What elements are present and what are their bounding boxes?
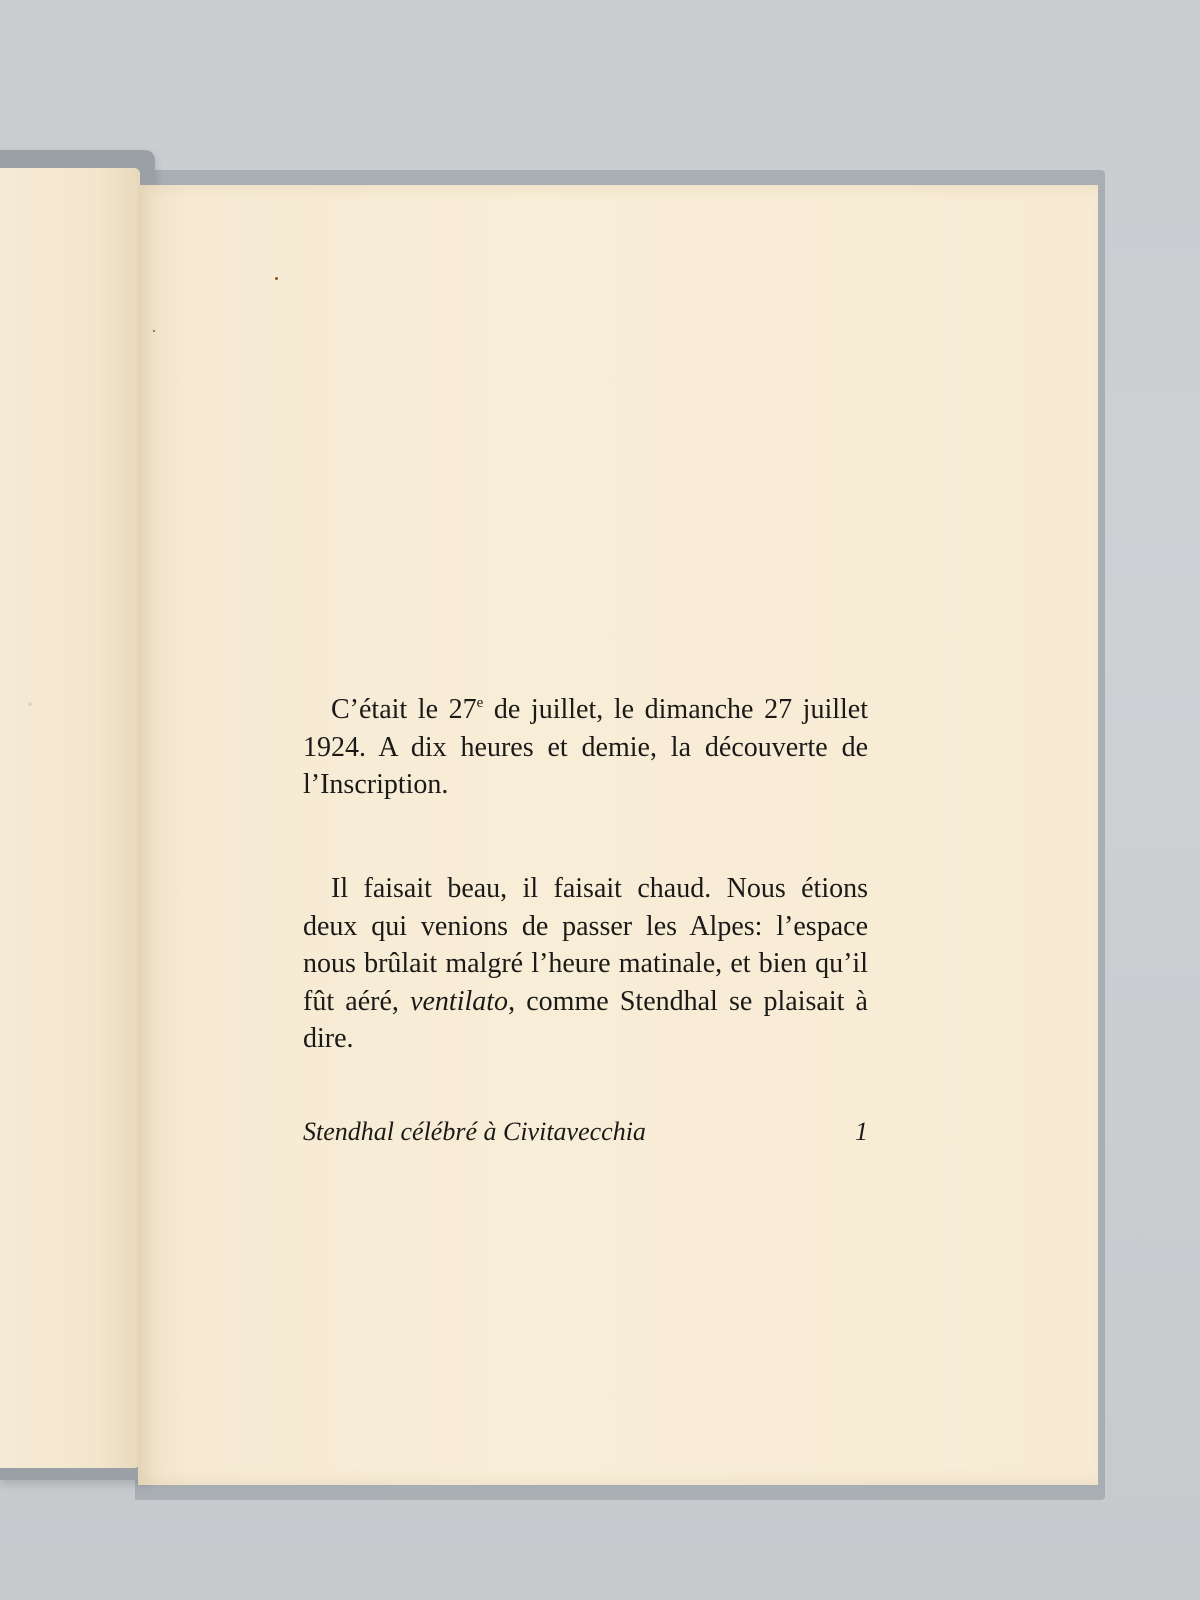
paragraph-1 [303,685,868,804]
paragraph-2 [303,870,868,1058]
paper-speck [153,330,155,332]
paragraph-2-text-end: , comme Stendhal se plaisait à dire. [303,985,868,1054]
page-number: 1 [855,1117,868,1146]
paragraph-1-text-end: de juillet, le dimanche 27 juillet 1924. A dix heures et demie, la découverte de l’Inscription. [303,694,869,800]
italic-word: ventilato [410,985,509,1017]
running-footer [303,1117,868,1147]
paragraph-1-text-start: C’était le 27 [331,694,477,725]
left-page-bleed-mark: · [25,688,35,721]
right-page [138,185,1098,1485]
paper-speck [275,277,278,280]
footer-title: Stendhal célébré à Civitavecchia [303,1117,646,1146]
paragraph-2-text-start: Il faisait beau, il faisait chaud. Nous étions deux qui venions de passer les Alpes: l’espace nous brûlait malgré l’heure matinale, et bien qu’il fût aéré, [303,873,868,1017]
ordinal-superscript: e [476,695,484,711]
left-page [0,168,140,1468]
